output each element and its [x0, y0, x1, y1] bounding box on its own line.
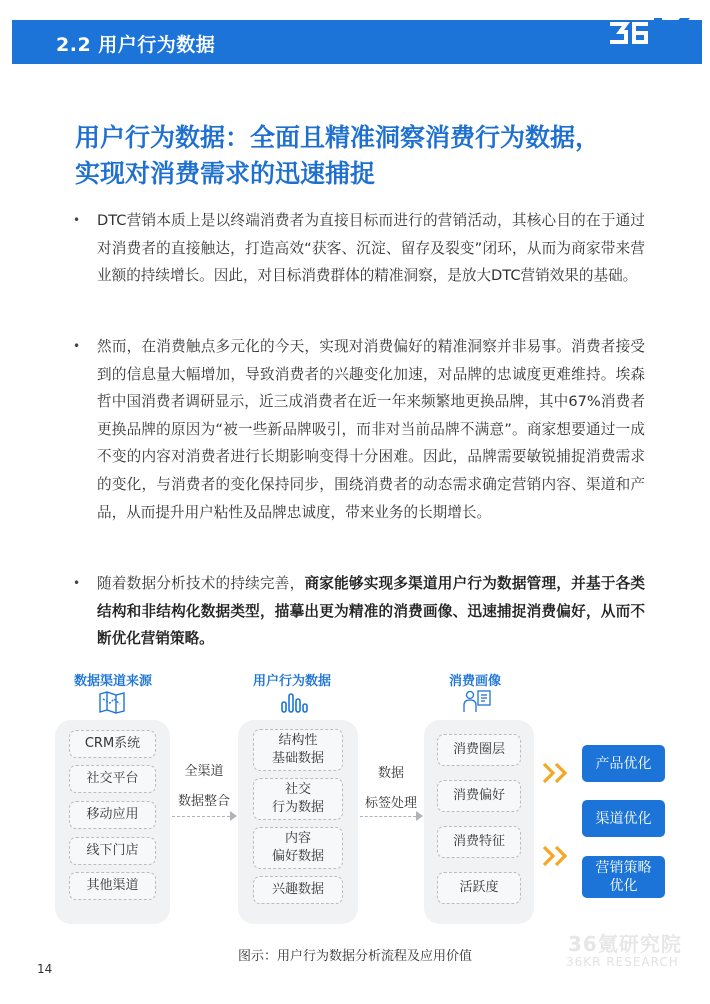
double-chevron-icon	[541, 843, 571, 869]
source-pill: 其他渠道	[69, 872, 156, 900]
result-product-optimization: 产品优化	[582, 745, 665, 782]
behavior-pill-line2: 偏好数据	[271, 849, 324, 864]
page-title	[75, 120, 675, 192]
behavior-pill-line1: 内容	[284, 831, 311, 846]
figure-caption: 图示：用户行为数据分析流程及应用价值	[237, 949, 472, 964]
flow-arrow-head	[416, 811, 423, 821]
section-title: 2.2 用户行为数据	[56, 34, 216, 56]
watermark-en: 36KR RESEARCH	[566, 955, 679, 969]
flow-arrow-head	[230, 811, 237, 821]
bullet-dot: •	[73, 339, 81, 353]
portrait-pill: 消费圈层	[437, 734, 521, 766]
bullet-dot: •	[73, 576, 81, 590]
paragraph-1: DTC营销本质上是以终端消费者为直接目标而进行的营销活动，其核心目的在于通过对消费者的直接触达，打造高效“获客、沉淀、留存及裂变”闭环，从而为商家带来营业额的持续增长。因此，对目标消费群体的精准洞察，是放大DTC营销效果的基础。	[97, 212, 645, 285]
source-pill: 社交平台	[69, 765, 156, 793]
flow-label-tagging-line2: 标签处理	[364, 796, 417, 811]
behavior-pill	[253, 827, 343, 869]
portrait-pill: 消费偏好	[437, 780, 521, 812]
page-number: 14	[37, 962, 53, 976]
paragraph-3-plain: 随着数据分析技术的持续完善，	[97, 575, 305, 592]
source-pill: 移动应用	[69, 801, 156, 829]
paragraph-3-bold: 商家能够实现多渠道用户行为数据管理，并基于各类结构和非结构化数据类型，描摹出更为精准的消费画像、迅速捕捉消费偏好，从而不断优化营销策略。	[97, 575, 645, 648]
behavior-pill	[253, 778, 343, 820]
stage-label-portrait: 消费画像	[448, 674, 501, 689]
paragraph-3	[97, 570, 645, 653]
stage-label-behavior: 用户行为数据	[252, 674, 331, 689]
portrait-pill: 消费特征	[437, 826, 521, 858]
flow-arrow-line	[360, 816, 416, 817]
behavior-pill: 兴趣数据	[253, 876, 343, 904]
page-title-line2: 实现对消费需求的迅速捕捉	[75, 159, 376, 188]
watermark-cn: 36氪研究院	[568, 932, 682, 956]
behavior-pill-line1: 社交	[284, 782, 311, 797]
result-line1: 营销策略	[595, 860, 652, 876]
page-title-line1: 用户行为数据：全面且精准洞察消费行为数据，	[75, 123, 601, 152]
flow-label-integration-line1: 全渠道	[184, 764, 224, 779]
bar-chart-icon	[279, 690, 309, 714]
result-line2: 优化	[609, 878, 638, 894]
source-pill: 线下门店	[69, 837, 156, 865]
bullet-dot: •	[73, 213, 81, 227]
behavior-pill-line2: 行为数据	[271, 800, 324, 815]
brand-logo	[608, 10, 700, 66]
source-pill: CRM系统	[69, 730, 156, 758]
result-channel-optimization: 渠道优化	[582, 800, 665, 837]
flow-label-integration-line2: 数据整合	[177, 794, 230, 809]
map-icon	[98, 690, 126, 714]
behavior-pill-line1: 结构性	[278, 733, 318, 748]
stage-label-sources: 数据渠道来源	[73, 674, 152, 689]
flow-label-tagging-line1: 数据	[377, 766, 404, 781]
paragraph-2: 然而，在消费触点多元化的今天，实现对消费偏好的精准洞察并非易事。消费者接受到的信息量大幅增加，导致消费者的兴趣变化加速，对品牌的忠诚度更难维持。埃森哲中国消费者调研显示，近三成消费者在近一年来频繁地更换品牌，其中67%消费者更换品牌的原因为“被一些新品牌吸引，而非对当前品牌不满意”。商家想要通过一成不变的内容对消费者进行长期影响变得十分困难。因此，品牌需要敏锐捕捉消费需求的变化，与消费者的变化保持同步，围绕消费者的动态需求确定营销内容、渠道和产品，从而提升用户粘性及品牌忠诚度，带来业务的长期增长。	[97, 338, 645, 521]
result-marketing-optimization	[582, 856, 665, 898]
flow-arrow-line	[172, 816, 230, 817]
persona-icon	[462, 688, 492, 714]
behavior-pill-line2: 基础数据	[271, 751, 324, 766]
portrait-pill: 活跃度	[437, 872, 521, 904]
double-chevron-icon	[541, 760, 571, 786]
behavior-pill	[253, 729, 343, 771]
